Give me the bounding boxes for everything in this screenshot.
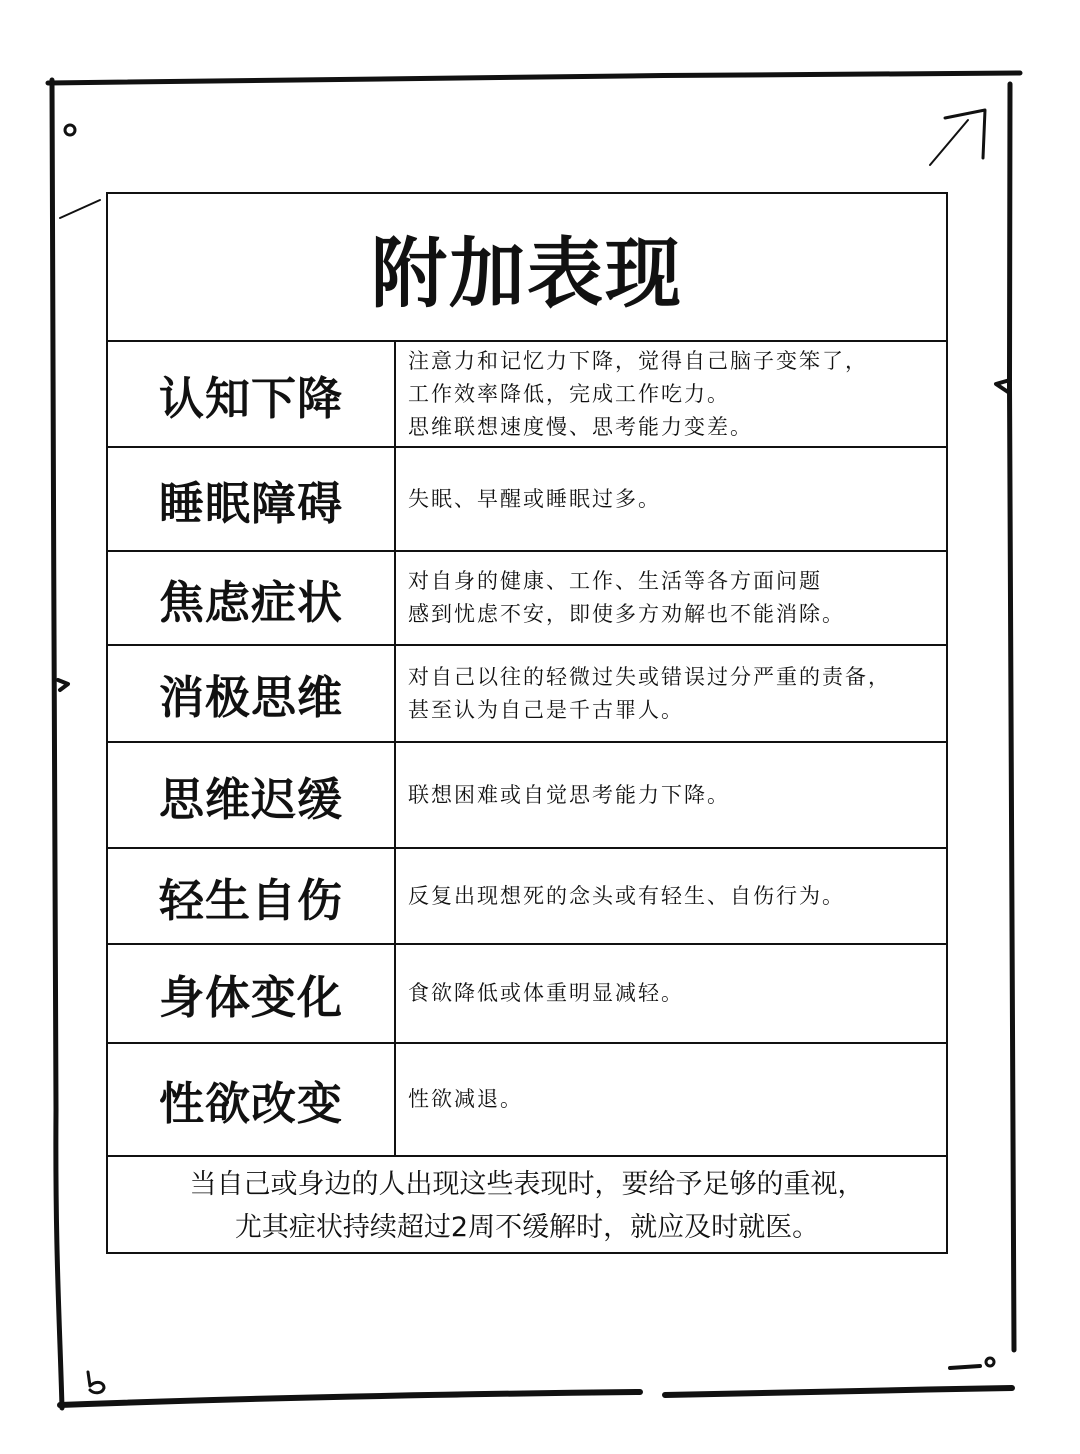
symptom-label: 身体变化 bbox=[108, 945, 396, 1042]
symptom-label: 消极思维 bbox=[108, 646, 396, 741]
description-line: 思维联想速度慢、思考能力变差。 bbox=[408, 414, 753, 439]
description-line: 工作效率降低，完成工作吃力。 bbox=[408, 381, 730, 406]
title-row bbox=[108, 194, 946, 342]
symptom-description bbox=[396, 849, 946, 943]
footer-note bbox=[108, 1157, 946, 1255]
symptom-description bbox=[396, 945, 946, 1042]
symptom-label: 性欲改变 bbox=[108, 1044, 396, 1155]
symptom-description bbox=[396, 1044, 946, 1155]
symptom-table bbox=[106, 192, 948, 1254]
table-row bbox=[108, 743, 946, 849]
symptom-description bbox=[396, 646, 946, 741]
description-line: 食欲降低或体重明显减轻。 bbox=[408, 981, 684, 1005]
description-line: 失眠、早醒或睡眠过多。 bbox=[408, 486, 661, 511]
table-row bbox=[108, 646, 946, 743]
description-line: 感到忧虑不安，即使多方劝解也不能消除。 bbox=[408, 602, 845, 626]
symptom-label: 焦虑症状 bbox=[108, 552, 396, 644]
table-row bbox=[108, 342, 946, 448]
description-line: 联想困难或自觉思考能力下降。 bbox=[408, 782, 730, 807]
symptom-label: 思维迟缓 bbox=[108, 743, 396, 847]
footer-line: 尤其症状持续超过2周不缓解时，就应及时就医。 bbox=[234, 1212, 820, 1243]
symptom-label: 睡眠障碍 bbox=[108, 448, 396, 550]
description-line: 对自身的健康、工作、生活等各方面问题 bbox=[408, 569, 822, 593]
footer-line: 当自己或身边的人出现这些表现时，要给予足够的重视， bbox=[189, 1169, 865, 1200]
table-row bbox=[108, 1044, 946, 1157]
page-title: 附加表现 bbox=[371, 228, 683, 318]
description-line: 反复出现想死的念头或有轻生、自伤行为。 bbox=[408, 883, 845, 908]
table-row bbox=[108, 945, 946, 1044]
symptom-description bbox=[396, 743, 946, 847]
symptom-description bbox=[396, 552, 946, 644]
symptom-description bbox=[396, 342, 946, 446]
symptom-description bbox=[396, 448, 946, 550]
symptom-label: 认知下降 bbox=[108, 342, 396, 446]
table-row bbox=[108, 849, 946, 945]
description-line: 性欲减退。 bbox=[408, 1087, 523, 1111]
table-row bbox=[108, 552, 946, 646]
table-row bbox=[108, 448, 946, 552]
description-line: 注意力和记忆力下降，觉得自己脑子变笨了， bbox=[408, 348, 868, 373]
symptom-label: 轻生自伤 bbox=[108, 849, 396, 943]
description-line: 对自己以往的轻微过失或错误过分严重的责备， bbox=[408, 664, 891, 689]
description-line: 甚至认为自己是千古罪人。 bbox=[408, 697, 684, 722]
